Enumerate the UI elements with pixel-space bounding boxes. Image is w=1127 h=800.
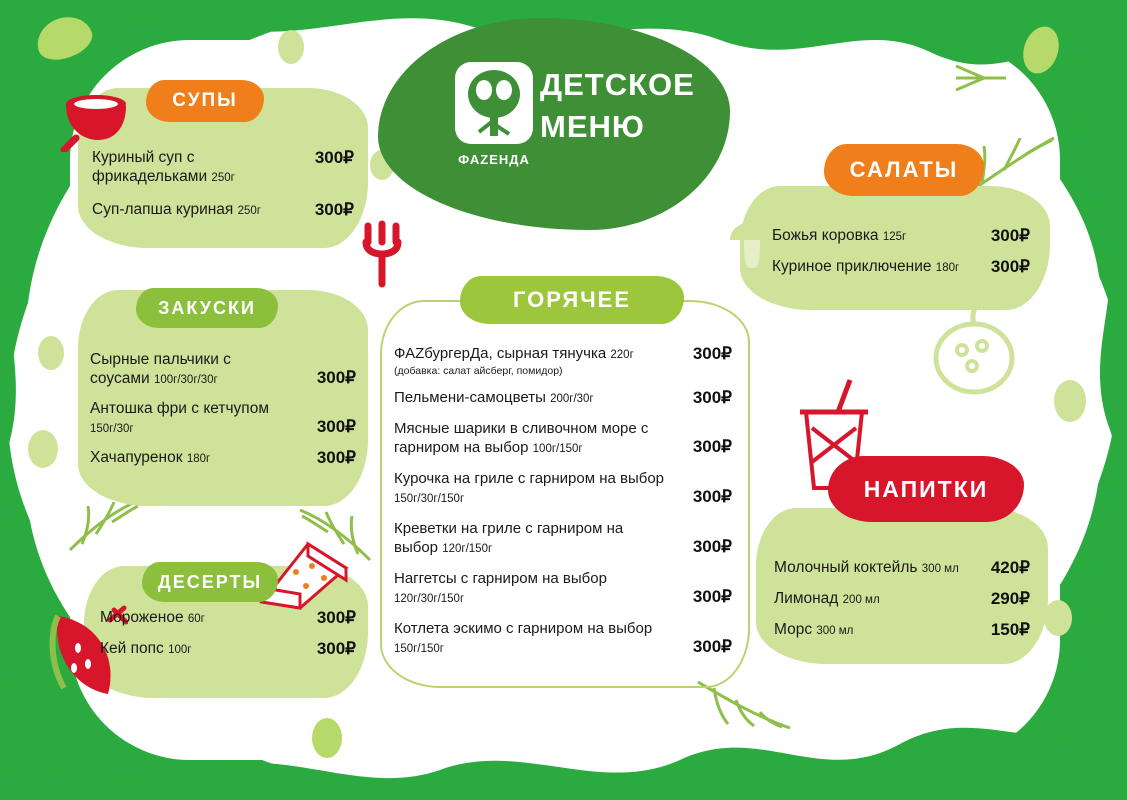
- section-items-soups: [92, 148, 354, 230]
- item-price: 300₽: [692, 587, 732, 606]
- menu-item: [394, 619, 732, 659]
- item-name: Креветки на гриле с гарниром на выбор: [394, 520, 624, 556]
- item-price: 300₽: [316, 448, 356, 467]
- item-price: 300₽: [316, 639, 356, 658]
- item-price: 290₽: [990, 589, 1030, 608]
- item-weight: 220г: [610, 349, 634, 361]
- item-weight: 150г/150г: [394, 643, 444, 655]
- item-name: Хачапуренок: [90, 449, 183, 466]
- section-items-snacks: [90, 350, 356, 478]
- item-price: 300₽: [314, 200, 354, 219]
- item-price: 300₽: [692, 388, 732, 407]
- menu-item: [394, 469, 732, 509]
- item-name: Божья коровка: [772, 227, 879, 244]
- item-weight: 200 мл: [842, 594, 880, 606]
- section-title-drinks: НАПИТКИ: [863, 475, 989, 502]
- item-price: 150₽: [990, 620, 1030, 639]
- menu-item: [394, 388, 732, 409]
- olive-icon: [28, 430, 58, 468]
- menu-item: [92, 148, 354, 188]
- item-weight: 180г: [186, 453, 211, 465]
- menu-item: [772, 257, 1030, 278]
- item-price: 300₽: [692, 487, 732, 506]
- section-items-hot: [394, 344, 732, 669]
- menu-item: [772, 226, 1030, 247]
- item-price: 300₽: [316, 608, 356, 627]
- item-price: 300₽: [692, 437, 732, 456]
- section-header-soups: [146, 80, 264, 122]
- menu-item: [394, 419, 732, 459]
- menu-item: [394, 569, 732, 609]
- section-header-salads: [824, 144, 984, 196]
- item-weight: 250г: [211, 172, 235, 184]
- item-weight: 150г/30г/150г: [394, 493, 465, 505]
- item-name: Мясные шарики в сливочном море с гарниром на выбор: [394, 420, 649, 456]
- section-title-desserts: ДЕСЕРТЫ: [157, 571, 263, 592]
- item-price: 300₽: [314, 148, 354, 167]
- section-title-hot: ГОРЯЧЕЕ: [512, 287, 632, 312]
- olive-icon: [278, 30, 304, 64]
- section-header-hot: [460, 276, 684, 324]
- item-weight: 100г: [168, 644, 192, 656]
- item-weight: 120г/150г: [442, 543, 493, 555]
- menu-item: [394, 344, 732, 378]
- section-items-drinks: [774, 558, 1030, 650]
- item-name: Пельмени-самоцветы: [394, 389, 546, 406]
- section-title-snacks: ЗАКУСКИ: [158, 297, 256, 318]
- page-title-line2: МЕНЮ: [540, 109, 645, 144]
- item-weight: 60г: [187, 613, 205, 625]
- page-title-line1: ДЕТСКОЕ: [540, 67, 695, 102]
- item-price: 300₽: [692, 537, 732, 556]
- item-name: Курочка на гриле с гарниром на выбор: [394, 470, 665, 487]
- menu-item: [774, 620, 1030, 641]
- item-note: (добавка: салат айсберг, помидор): [394, 365, 563, 377]
- section-title-soups: СУПЫ: [172, 90, 238, 111]
- item-name: Морс: [774, 621, 813, 638]
- section-header-desserts: [142, 562, 278, 602]
- olive-icon: [312, 718, 342, 758]
- item-weight: 250г: [237, 205, 262, 217]
- section-title-salads: САЛАТЫ: [849, 157, 959, 182]
- item-weight: 300 мл: [816, 625, 854, 637]
- fork-icon: [356, 220, 408, 290]
- fork-icon: [950, 56, 1010, 104]
- section-items-desserts: [100, 608, 356, 669]
- item-weight: 125г: [882, 231, 907, 243]
- olive-icon: [1044, 600, 1072, 636]
- item-name: Лимонад: [774, 590, 839, 607]
- item-price: 300₽: [990, 257, 1030, 276]
- item-weight: 300 мл: [921, 563, 959, 575]
- menu-item: [394, 519, 732, 559]
- item-name: Куриный суп с фрикадельками: [92, 149, 208, 185]
- olive-icon: [1054, 380, 1086, 422]
- menu-item: [90, 399, 356, 439]
- menu-item: [774, 558, 1030, 579]
- olive-icon: [38, 336, 64, 370]
- logo-mark: [455, 62, 533, 144]
- menu-item: [100, 608, 356, 629]
- item-weight: 100г/150г: [532, 443, 583, 455]
- page-title: [540, 64, 740, 148]
- soup-bowl-icon: [58, 82, 130, 152]
- item-weight: 150г/30г: [90, 423, 134, 435]
- item-name: Антошка фри с кетчупом: [90, 400, 269, 417]
- item-weight: 180г: [935, 262, 960, 274]
- item-price: 300₽: [692, 344, 732, 363]
- item-name: Мороженое: [100, 609, 184, 626]
- menu-item: [90, 350, 356, 390]
- item-name: Сырные пальчики с соусами: [90, 351, 231, 387]
- item-weight: 120г/30г/150г: [394, 593, 465, 605]
- menu-item: [90, 448, 356, 469]
- item-price: 300₽: [316, 417, 356, 436]
- item-name: ФАZбургерДа, сырная тянучка: [394, 345, 607, 362]
- item-price: 420₽: [990, 558, 1030, 577]
- item-weight: 100г/30г/30г: [153, 374, 218, 386]
- logo-label: ФАZЕНДА: [458, 152, 530, 167]
- section-items-salads: [772, 226, 1030, 287]
- menu-item: [92, 200, 354, 221]
- item-price: 300₽: [692, 637, 732, 656]
- item-name: Кей попс: [100, 640, 164, 657]
- item-weight: 200г/30г: [550, 393, 594, 405]
- item-name: Котлета эскимо с гарниром на выбор: [394, 620, 653, 637]
- item-name: Суп-лапша куриная: [92, 201, 234, 218]
- item-name: Наггетсы с гарниром на выбор: [394, 570, 607, 587]
- item-price: 300₽: [316, 368, 356, 387]
- item-name: Куриное приключение: [772, 258, 932, 275]
- section-header-drinks: [828, 456, 1024, 522]
- menu-item: [774, 589, 1030, 610]
- item-name: Молочный коктейль: [774, 559, 918, 576]
- menu-item: [100, 639, 356, 660]
- item-price: 300₽: [990, 226, 1030, 245]
- section-header-snacks: [136, 288, 278, 328]
